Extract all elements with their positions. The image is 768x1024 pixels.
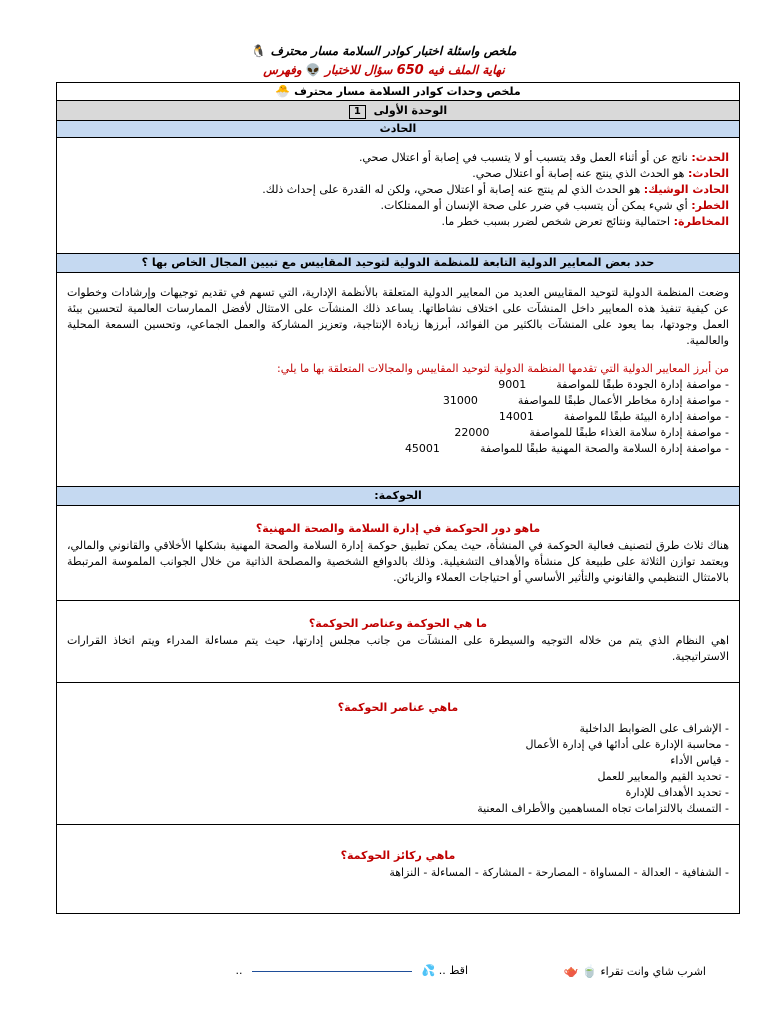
standard-text: - مواصفة إدارة البيئة طبقًا للمواصفة	[563, 410, 729, 423]
definition-text: هو الحدث الذي لم ينتج عنه إصابة أو اعتلال صحي، ولكن له القدرة على إحداث ذلك.	[262, 183, 644, 196]
unit-row	[57, 101, 739, 121]
iso-section	[57, 273, 739, 487]
page-header	[0, 42, 768, 81]
definition-text: ناتج عن أو أثناء العمل وقد يتسبب أو لا يتسبب في إصابة أو اعتلال صحي.	[358, 151, 692, 164]
definition-near-miss	[67, 182, 729, 198]
definition-term: الحادث:	[687, 167, 729, 180]
definition-text: احتمالية ونتائج تعرض شخص لضرر بسبب خطر ما.	[441, 215, 674, 228]
governance-elements-section	[57, 683, 739, 825]
governance-role-question: ماهو دور الحوكمة في إدارة السلامة والصحة المهنية؟	[255, 522, 541, 535]
definition-text: هو الحدث الذي ينتج عنه إصابة أو اعتلال صحي.	[472, 167, 688, 180]
standard-code: 14001	[498, 410, 534, 423]
iso-standard-3	[67, 409, 729, 425]
footer-left-text: اقط ..	[438, 964, 468, 977]
iso-paragraph: وضعت المنظمة الدولية لتوحيد المقاييس العديد من المعايير الدولية المتعلقة بالأنظمة الإدارية، التي تسهم في تقديم توجيهات وإرشادات وخطوات عن كيفية تنفيذ هذه المعايير داخل المنشآت على اختلاف نشاطاتها. يساعد ذلك المنشآت على الامتثال لأفضل الممارسات العالمية لتحسين بيئة العمل وجودتها، بما يعود على المنشآت بالكثير من الفوائد، أبرزها زيادة الإنتاجية، وتعزيز المشاركة والعمل الجماعي، وتحسين السمعة المحلية والعالمية.	[67, 286, 729, 347]
definition-term: الخطر:	[691, 199, 729, 212]
subtitle-mid: سؤال للاختبار	[324, 63, 393, 77]
governance-heading-row	[57, 487, 739, 506]
governance-element: - تحديد الأهداف للإدارة	[625, 786, 729, 799]
iso-heading: حدد بعض المعايير الدولية التابعة للمنظمة الدولية لتوحيد المقاييس مع تبيين المجال الخاص بها ؟	[141, 256, 655, 269]
footer-dots: ..	[235, 964, 243, 977]
governance-element: - تحديد القيم والمعايير للعمل	[597, 770, 729, 783]
subtitle	[0, 60, 768, 81]
footer-underline	[252, 971, 412, 972]
definition-hazard	[67, 198, 729, 214]
iso-standard-2	[67, 393, 729, 409]
alien-icon: 👽	[305, 63, 321, 77]
main-title-text: ملخص واسئلة اختبار كوادر السلامة مسار محترف	[270, 44, 517, 58]
footer-left	[236, 964, 468, 977]
summary-title-row	[57, 83, 739, 101]
governance-element: - الإشراف على الضوابط الداخلية	[579, 722, 729, 735]
incident-heading-row	[57, 121, 739, 138]
iso-standard-4	[67, 425, 729, 441]
governance-heading: الحوكمة:	[374, 489, 422, 502]
standard-text: - مواصفة إدارة السلامة والصحة المهنية طبقًا للمواصفة	[479, 442, 729, 455]
governance-definition-section	[57, 601, 739, 683]
subtitle-number: 650	[396, 63, 424, 78]
unit-number: 1	[349, 105, 366, 119]
definition-risk	[67, 214, 729, 230]
iso-standard-1	[67, 377, 729, 393]
standard-code: 31000	[442, 394, 478, 407]
standard-text: - مواصفة إدارة سلامة الغذاء طبقًا للمواصفة	[529, 426, 729, 439]
definition-term: الحدث:	[691, 151, 729, 164]
governance-elements-question: ماهي عناصر الحوكمة؟	[337, 701, 459, 714]
tea-cup-icon: 🍵	[582, 964, 597, 978]
governance-element: - محاسبة الإدارة على أدائها في إدارة الأعمال	[525, 738, 729, 751]
governance-element: - التمسك بالالتزامات تجاه المساهمين والأطراف المعنية	[477, 802, 729, 815]
penguin-icon: 🐧	[251, 44, 267, 58]
definition-event	[67, 150, 729, 166]
governance-pillars-section	[57, 825, 739, 885]
definition-term: المخاطرة:	[673, 215, 729, 228]
subtitle-prefix: نهاية الملف فيه	[427, 63, 505, 77]
droplet-icon: 💦	[421, 964, 436, 977]
iso-intro: من أبرز المعايير الدولية التي تقدمها المنظمة الدولية لتوحيد المقاييس والمجالات المتعلقة بها ما يلي:	[277, 362, 729, 375]
main-title	[0, 42, 768, 60]
subtitle-suffix: وفهرس	[263, 63, 302, 77]
chick-icon: 🐣	[275, 84, 291, 98]
unit-label: الوحدة الأولى	[373, 104, 448, 117]
iso-standard-5	[67, 441, 729, 457]
governance-pillars: - الشفافية - العدالة - المساواة - المصارحة - المشاركة - المساءلة - النزاهة	[389, 866, 729, 879]
incident-definitions	[57, 138, 739, 254]
governance-role-section	[57, 506, 739, 601]
definition-incident	[67, 166, 729, 182]
governance-role-answer: هناك ثلاث طرق لتصنيف فعالية الحوكمة في المنشأة، حيث يمكن تطبيق حوكمة إدارة السلامة والصحة المهنية بشكلها الأخلاقي والقانوني والمالي، ويعتمد توازن الثلاثة على طبيعة كل منشأة والأهداف التشغيلية. وذلك بالدوافع الشخصية والمصلحة الذاتية من خلال الجوانب الملموسة المرتبطة بالامتثال التنظيمي والقانوني والتأثير الأساسي أو احتياجات العملاء والزبائن.	[67, 539, 729, 584]
standard-code: 9001	[498, 378, 527, 391]
footer-right-text: اشرب شاي وانت تقراء	[600, 965, 706, 978]
footer-right	[564, 964, 706, 978]
standard-text: - مواصفة إدارة مخاطر الأعمال طبقًا للمواصفة	[517, 394, 729, 407]
page-footer	[0, 960, 768, 984]
governance-element: - قياس الأداء	[670, 754, 729, 767]
definition-text: أي شيء يمكن أن يتسبب في ضرر على صحة الإنسان أو الممتلكات.	[380, 199, 692, 212]
incident-heading: الحادث	[379, 122, 417, 135]
summary-title: ملخص وحدات كوادر السلامة مسار محترف	[294, 85, 521, 98]
teapot-icon: 🫖	[563, 964, 579, 978]
iso-heading-row	[57, 254, 739, 273]
standard-code: 45001	[404, 442, 440, 455]
governance-definition-question: ما هي الحوكمة وعناصر الحوكمة؟	[308, 617, 488, 630]
standard-text: - مواصفة إدارة الجودة طبقًا للمواصفة	[556, 378, 729, 391]
governance-definition-answer: اهي النظام الذي يتم من خلاله التوجيه والسيطرة على المنشآت من جانب مجلس إدارتها، حيث يتم مساءلة المدراء ويتم اتخاذ القرارات الاستراتيجية.	[67, 634, 729, 663]
governance-pillars-question: ماهي ركائز الحوكمة؟	[340, 849, 456, 862]
definition-term: الحادث الوشيك:	[643, 183, 729, 196]
document-table	[56, 82, 740, 914]
standard-code: 22000	[454, 426, 490, 439]
